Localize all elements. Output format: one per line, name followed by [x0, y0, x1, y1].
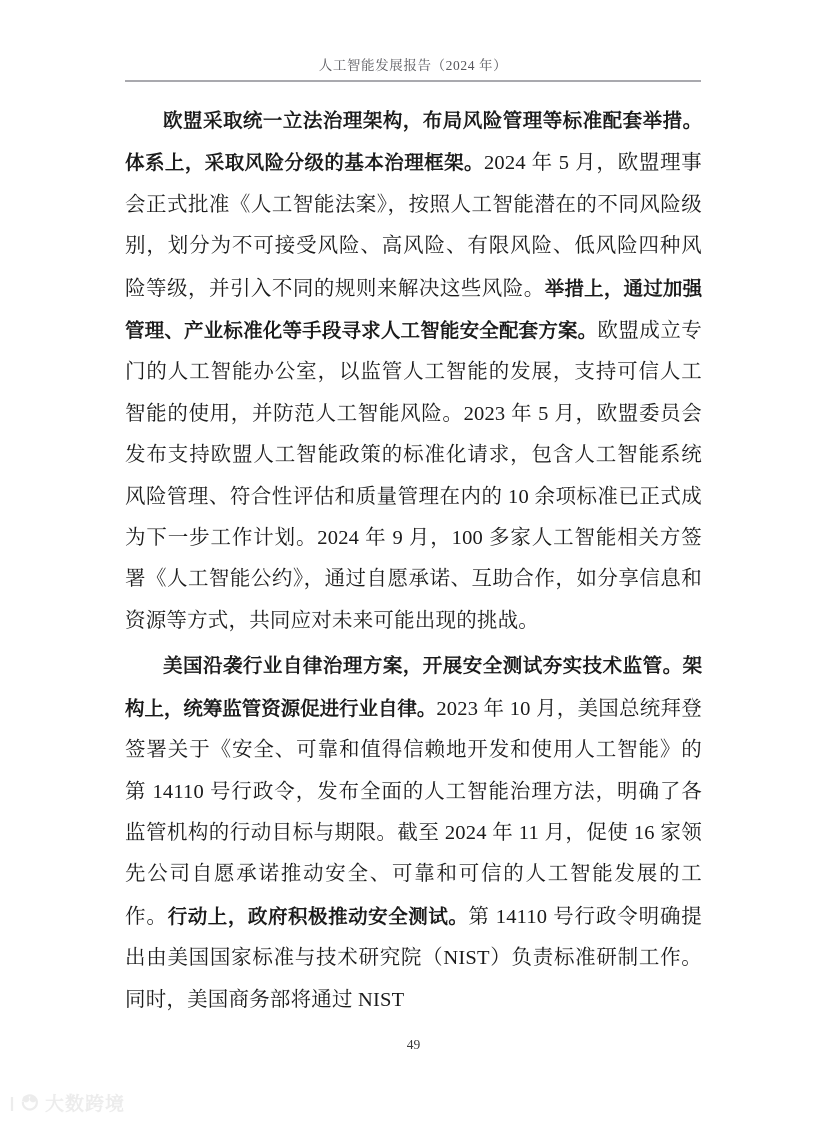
text-run: 欧盟成立专门的人工智能办公室，以监管人工智能的发展，支持可信人工智能的使用，并防范人工智能风险。2023 年 5 月，欧盟委员会发布支持欧盟人工智能政策的标准化请求，包含人工智能系统风险管理、符合性评估和质量管理在内的 10 余项标准已正式成为下一步工作计划。2024 年 9 月，100 多家人工智能相关方签署《人工智能公约》，通过自愿承诺、互助合作，如分享信息和资源等方式，共同应对未来可能出现的挑战。: [125, 320, 703, 632]
paragraph-eu-governance: [125, 100, 702, 642]
watermark: [8, 1092, 125, 1116]
text-run: 2024 年 5 月，欧盟理事会正式批准《人工智能法案》，按照人工智能潜在的不同风险级别，划分为不可接受风险、高风险、有限风险、低风险四种风险等级，并引入不同的规则来解决这些风险。: [125, 152, 702, 300]
running-header: [125, 58, 701, 74]
header-title: 人工智能发展报告（2024 年）: [318, 58, 508, 73]
text-run: 2023 年 10 月，美国总统拜登签署关于《安全、可靠和值得信赖地开发和使用人工智能》的第 14110 号行政令，发布全面的人工智能治理方法，明确了各监管机构的行动目标与期限。截至 2024 年 11 月，促使 16 家领先公司自愿承诺推动安全、可靠和可信的人工智能发展的工作。: [125, 697, 702, 928]
emphasis-run: 美国沿袭行业自律治理方案，开展安全测试夯实技术监管。: [163, 654, 683, 678]
header-divider: [125, 80, 701, 82]
emphasis-run: 行动上，政府积极推动安全测试。: [167, 904, 469, 928]
text-run: 第 14110 号行政令明确提出由美国国家标准与技术研究院（NIST）负责标准研制工作。同时，美国商务部将通过 NIST: [125, 905, 702, 1011]
document-body: [125, 100, 702, 1021]
emphasis-run: 架构上，统筹监管资源促进行业自律。: [125, 654, 702, 720]
paragraph-us-governance: [125, 645, 702, 1021]
circular-logo-icon: [8, 1092, 40, 1116]
emphasis-run: 欧盟采取统一立法治理架构，布局风险管理等标准配套举措。: [163, 109, 702, 132]
watermark-text: 大数跨境: [45, 1092, 126, 1115]
emphasis-run: 举措上，通过加强管理、产业标准化等手段寻求人工智能安全配套方案。: [125, 276, 703, 343]
emphasis-run: 体系上，采取风险分级的基本治理框架。: [125, 151, 484, 175]
page-number: 49: [406, 1037, 421, 1052]
